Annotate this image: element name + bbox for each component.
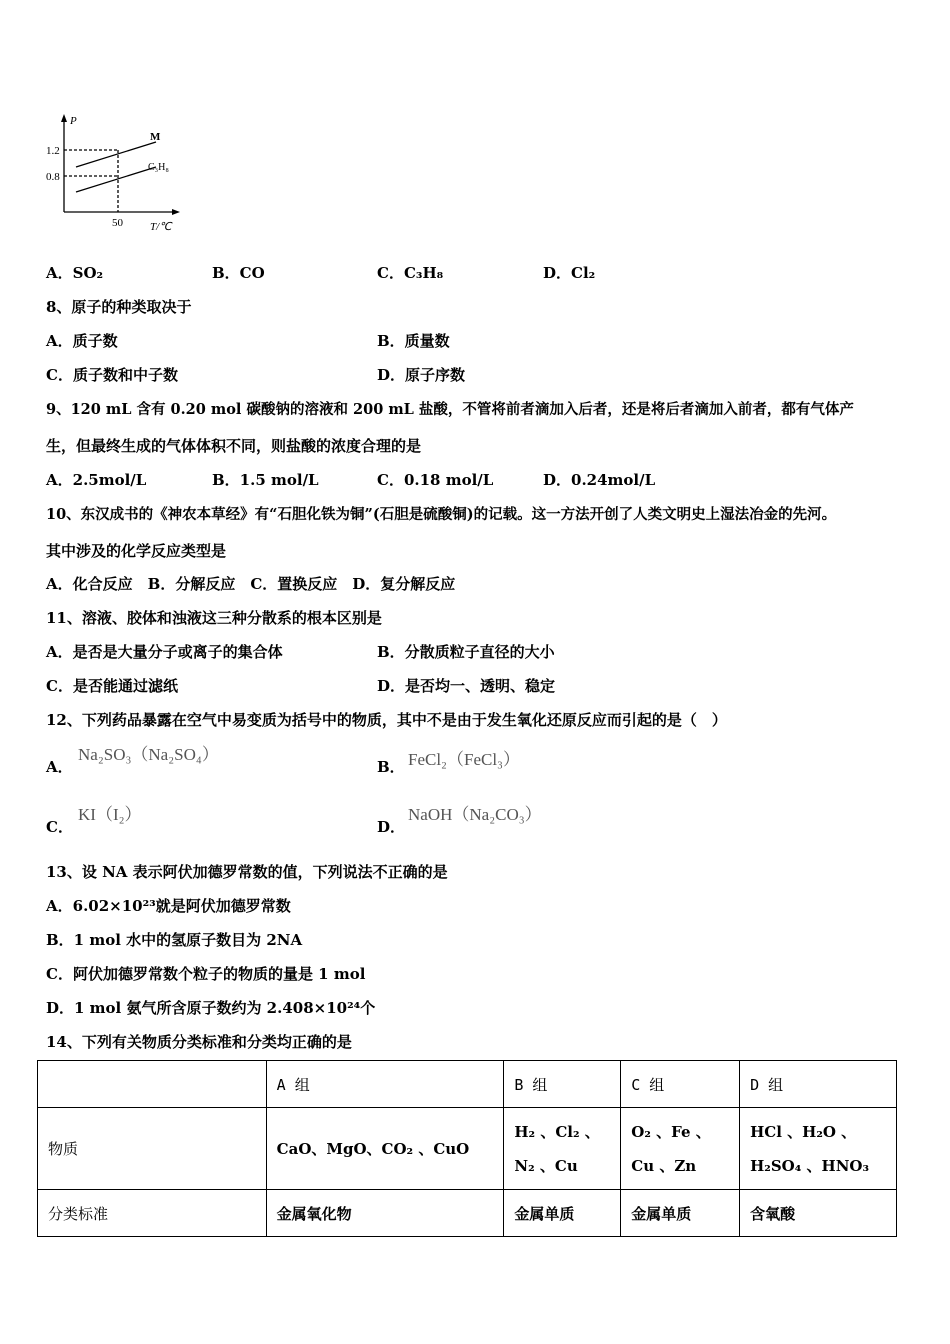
table-cell: 含氧酸: [740, 1190, 897, 1237]
table-header-row: [38, 1061, 897, 1108]
q8-option-c[interactable]: C．质子数和中子数: [46, 366, 178, 384]
graph-line-c3h8-label: C₃H₈: [148, 162, 169, 173]
table-cell-line: H₂ 、Cl₂ 、: [514, 1122, 600, 1141]
q12-option-b-label[interactable]: B．: [377, 758, 405, 776]
q8-option-a[interactable]: A．质子数: [46, 332, 118, 350]
q11-option-d[interactable]: D．是否均一、透明、稳定: [377, 677, 556, 695]
q10-stem-line-1: 10、东汉成书的《神农本草经》有“石胆化铁为铜”(石胆是硫酸铜)的记载。这一方法开创了人类文明史上湿法冶金的先河。: [46, 506, 837, 523]
table-cell: CaO、MgO、CO₂ 、CuO: [266, 1108, 504, 1190]
table-cell-line: Cu 、Zn: [631, 1156, 697, 1175]
table-row-standard: [38, 1190, 897, 1237]
table-cell-line: HCl 、H₂O 、: [750, 1122, 857, 1141]
table-cell: 金属单质: [621, 1190, 740, 1237]
q13-option-b[interactable]: B．1 mol 水中的氢原子数目为 2NA: [46, 931, 303, 949]
table-cell-line: H₂SO₄ 、HNO₃: [750, 1156, 870, 1175]
q7-option-d[interactable]: D．Cl₂: [543, 264, 596, 282]
q7-option-c[interactable]: C．C₃H₈: [377, 264, 444, 282]
table-row-substance: [38, 1108, 897, 1190]
q7-option-b[interactable]: B．CO: [212, 264, 265, 282]
graph-y-axis-label: P: [70, 115, 77, 127]
q7-option-a[interactable]: A．SO₂: [46, 264, 104, 282]
q11-option-b[interactable]: B．分散质粒子直径的大小: [377, 643, 555, 661]
table-cell-line: N₂ 、Cu: [514, 1156, 578, 1175]
graph-line-m-label: M: [150, 131, 161, 143]
q12-option-d-label[interactable]: D．: [377, 818, 406, 836]
q12-option-c-label[interactable]: C．: [46, 818, 73, 836]
q12-option-a-label[interactable]: A．: [46, 758, 73, 776]
q13-stem: 13、设 NA 表示阿伏加德罗常数的值，下列说法不正确的是: [46, 863, 448, 881]
q12-option-c-formula[interactable]: KI（I₂）: [78, 805, 142, 824]
q10-options[interactable]: A．化合反应 B．分解反应 C．置换反应 D．复分解反应: [46, 575, 456, 593]
q9-option-c[interactable]: C．0.18 mol/L: [377, 471, 494, 489]
q12-option-a-formula[interactable]: Na₂SO₃（Na₂SO₄）: [78, 745, 219, 764]
q11-option-a[interactable]: A．是否是大量分子或离子的集合体: [46, 643, 283, 661]
table-cell: 金属氧化物: [266, 1190, 504, 1237]
q10-stem-line-2: 其中涉及的化学反应类型是: [46, 542, 227, 560]
q11-stem: 11、溶液、胶体和浊液这三种分散系的根本区别是: [46, 609, 382, 627]
graph-y-tick: 0.8: [46, 171, 60, 183]
q13-option-a[interactable]: A．6.02×10²³就是阿伏加德罗常数: [46, 897, 291, 915]
q9-option-b[interactable]: B．1.5 mol/L: [212, 471, 319, 489]
classification-table: [37, 1060, 897, 1237]
q12-option-d-formula[interactable]: NaOH（Na₂CO₃）: [408, 805, 542, 824]
q8-stem: 8、原子的种类取决于: [46, 298, 192, 316]
q12-stem: 12、下列药品暴露在空气中易变质为括号中的物质，其中不是由于发生氧化还原反应而引起的是（ ）: [46, 711, 727, 729]
table-cell: 金属单质: [504, 1190, 621, 1237]
q9-option-a[interactable]: A．2.5mol/L: [46, 471, 147, 489]
q9-stem-line-2: 生，但最终生成的气体体积不同，则盐酸的浓度合理的是: [46, 437, 422, 455]
q9-stem-line-1: 9、120 mL 含有 0.20 mol 碳酸钠的溶液和 200 mL 盐酸，不管将前者滴加入后者，还是将后者滴加入前者，都有气体产: [46, 401, 854, 418]
graph-x-axis-label: T/℃: [150, 221, 172, 233]
table-header-cell: C 组: [621, 1061, 740, 1108]
q8-option-b[interactable]: B．质量数: [377, 332, 450, 350]
table-header-cell: B 组: [504, 1061, 621, 1108]
table-cell: [621, 1108, 740, 1190]
graph-y-tick: 1.2: [46, 145, 60, 157]
table-cell: [504, 1108, 621, 1190]
q13-option-d[interactable]: D．1 mol 氨气所含原子数约为 2.408×10²⁴个: [46, 999, 376, 1017]
q9-option-d[interactable]: D．0.24mol/L: [543, 471, 656, 489]
q13-option-c[interactable]: C．阿伏加德罗常数个粒子的物质的量是 1 mol: [46, 965, 366, 983]
table-cell-line: O₂ 、Fe 、: [631, 1122, 711, 1141]
table-cell: 物质: [38, 1108, 267, 1190]
table-header-cell: [38, 1061, 267, 1108]
q14-stem: 14、下列有关物质分类标准和分类均正确的是: [46, 1033, 352, 1051]
table-header-cell: D 组: [740, 1061, 897, 1108]
q12-option-b-formula[interactable]: FeCl₂（FeCl₃）: [408, 750, 520, 769]
table-header-cell: A 组: [266, 1061, 504, 1108]
table-cell: [740, 1108, 897, 1190]
graph-x-tick: 50: [112, 217, 123, 229]
table-cell: 分类标准: [38, 1190, 267, 1237]
pressure-temperature-graph: [44, 110, 184, 240]
q11-option-c[interactable]: C．是否能通过滤纸: [46, 677, 178, 695]
q8-option-d[interactable]: D．原子序数: [377, 366, 466, 384]
